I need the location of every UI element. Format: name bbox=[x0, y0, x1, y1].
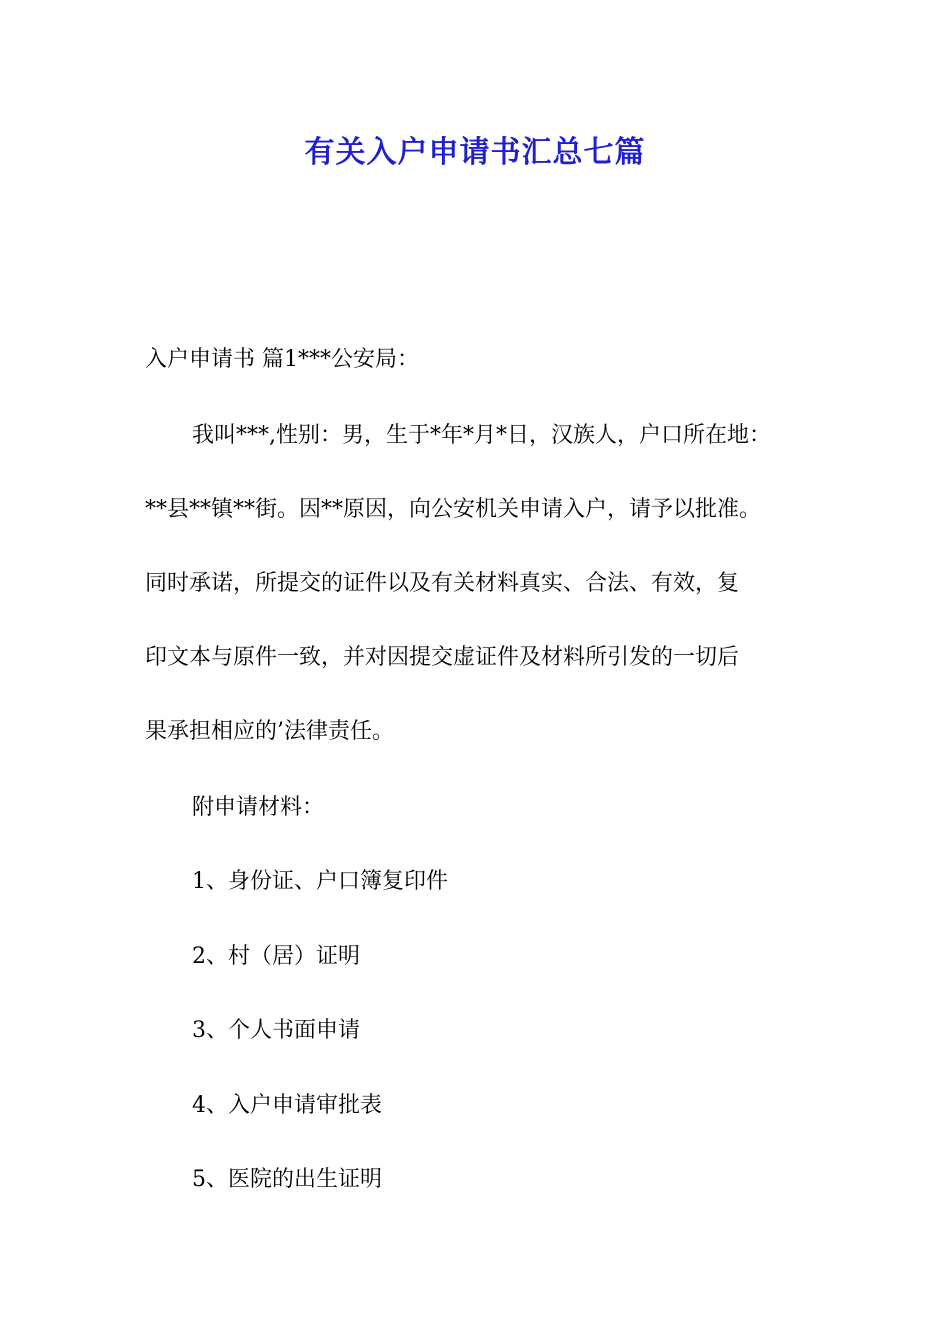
attachment-item-5: 5、医院的出生证明 bbox=[192, 1167, 382, 1192]
body-line-4: 印文本与原件一致，并对因提交虚证件及材料所引发的一切后 bbox=[145, 645, 740, 670]
attachment-item-2: 2、村（居）证明 bbox=[192, 944, 360, 969]
body-line-2: **县**镇**街。因**原因，向公安机关申请入户，请予以批准。 bbox=[145, 497, 762, 522]
attachment-item-4: 4、入户申请审批表 bbox=[192, 1093, 382, 1118]
body-line-1: 我叫***,性别：男，生于*年*月*日，汉族人，户口所在地： bbox=[192, 423, 771, 448]
letter-heading: 入户申请书 篇1***公安局： bbox=[145, 347, 419, 372]
body-line-5: 果承担相应的’法律责任。 bbox=[145, 719, 394, 744]
body-line-3: 同时承诺，所提交的证件以及有关材料真实、合法、有效，复 bbox=[145, 571, 740, 596]
document-title: 有关入户申请书汇总七篇 bbox=[304, 135, 646, 170]
attachment-item-3: 3、个人书面申请 bbox=[192, 1018, 360, 1043]
attachments-label: 附申请材料： bbox=[192, 795, 325, 820]
attachment-item-1: 1、身份证、户口簿复印件 bbox=[192, 869, 448, 894]
